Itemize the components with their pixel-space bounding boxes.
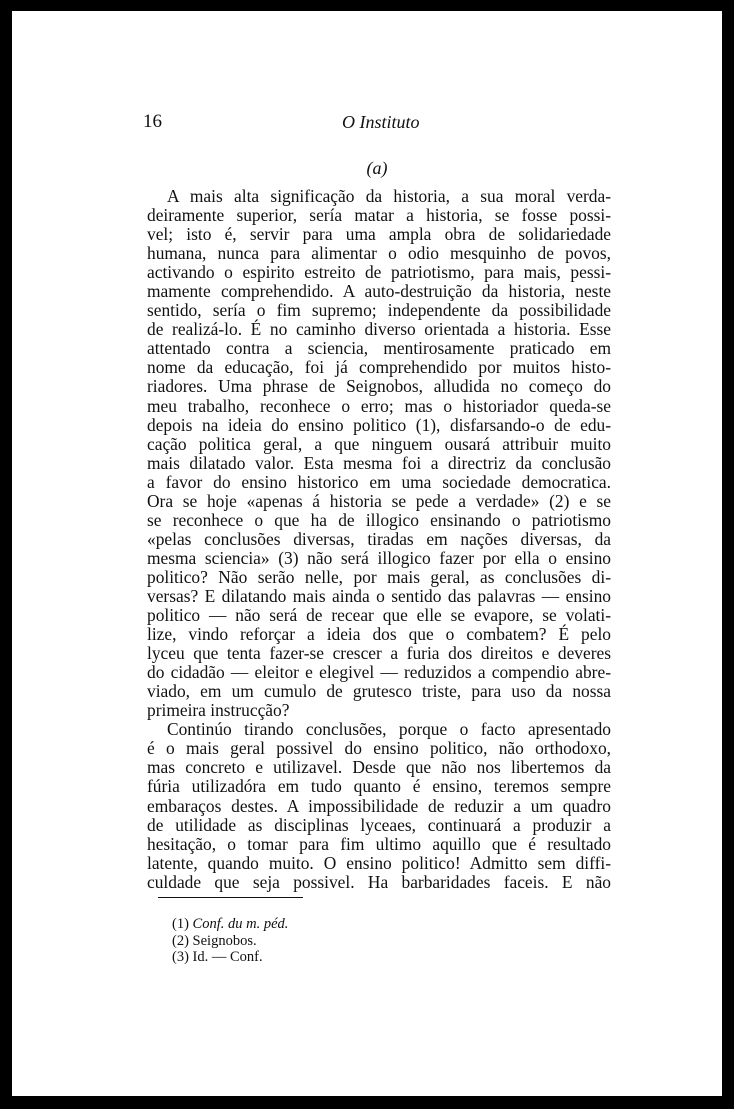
body-text bbox=[147, 187, 611, 892]
text-line: mais dilatado valor. Esta mesma foi a directriz da conclusão bbox=[147, 452, 611, 473]
text-line: a favor do ensino historico em uma sociedade democratica. bbox=[147, 471, 611, 492]
footnote bbox=[172, 916, 288, 933]
footnote-text: Seignobos. bbox=[192, 932, 257, 949]
text-line: versas? E dilatando mais ainda o sentido das palavras — ensino bbox=[147, 585, 611, 606]
footnote-marker: (1) bbox=[172, 916, 189, 932]
text-line: é o mais geral possivel do ensino politico, não orthodoxo, bbox=[147, 738, 611, 759]
text-line: riadores. Uma phrase de Seignobos, alludida no começo do bbox=[147, 376, 611, 397]
text-line: A mais alta significação da historia, a sua moral verda- bbox=[167, 186, 611, 206]
footnote-divider bbox=[158, 897, 303, 898]
footnote-marker: (2) bbox=[172, 932, 189, 949]
text-line: «pelas conclusões diversas, tiradas em nações diversas, da bbox=[147, 528, 611, 549]
text-line: embaraços destes. A impossibilidade de reduzir a um quadro bbox=[147, 795, 611, 816]
text-line: meu trabalho, reconhece o erro; mas o historiador queda-se bbox=[147, 395, 611, 416]
text-line: nome da educação, foi já comprehendido por muitos histo- bbox=[147, 357, 611, 378]
text-line: fúria utilizadóra em tudo quanto é ensino, teremos sempre bbox=[147, 776, 611, 797]
text-line: do cidadão — eleitor e elegivel — reduzidos a compendio abre- bbox=[147, 662, 611, 683]
section-marker: (a) bbox=[366, 158, 388, 178]
footnotes bbox=[172, 916, 288, 966]
text-line: latente, quando muito. O ensino politico! Admitto sem diffi- bbox=[147, 852, 611, 873]
book-page bbox=[12, 11, 722, 1096]
text-line: depois na ideia do ensino politico (1), disfarsando-o de edu- bbox=[147, 414, 611, 435]
text-line: mas concreto e utilizavel. Desde que não nos libertemos da bbox=[147, 757, 611, 778]
footnote bbox=[172, 933, 288, 950]
text-line: politico? Não serão nelle, por mais geral, as conclusões di- bbox=[147, 566, 611, 587]
text-line: deiramente superior, sería matar a historia, se fosse possi- bbox=[147, 205, 611, 226]
page-number: 16 bbox=[143, 111, 162, 132]
text-line: humana, nunca para alimentar o odio mesquinho de povos, bbox=[147, 243, 611, 264]
text-line: sentido, sería o fim supremo; independente da possibilidade bbox=[147, 300, 611, 321]
text-line: lize, vindo reforçar a ideia dos que o combatem? É pelo bbox=[147, 624, 611, 645]
text-line: Continúo tirando conclusões, porque o facto apresentado bbox=[167, 719, 611, 740]
page-header bbox=[12, 111, 722, 135]
text-line: de utilidade as disciplinas lyceaes, continuará a produzir a bbox=[147, 814, 611, 835]
text-line: lyceu que tenta fazer-se crescer a furia dos direitos e deveres bbox=[147, 643, 611, 664]
footnote bbox=[172, 949, 288, 966]
footnote-marker: (3) bbox=[172, 949, 189, 965]
footnote-text: Id. — Conf. bbox=[192, 949, 263, 965]
running-title: O Instituto bbox=[342, 112, 420, 132]
text-line: de realizá-lo. É no caminho diverso orientada a historia. Esse bbox=[147, 319, 611, 340]
footnote-text: Conf. du m. péd. bbox=[192, 916, 289, 932]
text-line: se reconhece o que ha de illogico ensinando o patriotismo bbox=[147, 509, 611, 530]
text-line: Ora se hoje «apenas á historia se pede a verdade» (2) e se bbox=[147, 490, 611, 511]
text-line: culdade que seja possivel. Ha barbaridades faceis. E não bbox=[147, 871, 611, 892]
text-line: mamente comprehendido. A auto-destruição da historia, neste bbox=[147, 281, 611, 302]
text-line: mesma sciencia» (3) não será illogico fazer por ella o ensino bbox=[147, 547, 611, 568]
text-line: politico — não será de recear que elle se evapore, se volati- bbox=[147, 605, 611, 626]
text-line: attentado contra a sciencia, mentirosamente praticado em bbox=[147, 338, 611, 359]
text-line: cação politica geral, a que ninguem ousará attribuir muito bbox=[147, 433, 611, 454]
text-line: primeira instrucção? bbox=[147, 700, 290, 721]
text-line: vel; isto é, servir para uma ampla obra de solidariedade bbox=[147, 224, 611, 245]
text-line: hesitação, o tomar para fim ultimo aquillo que é resultado bbox=[147, 833, 611, 854]
text-line: viado, em um cumulo de grutesco triste, para uso da nossa bbox=[147, 681, 611, 702]
text-line: activando o espirito estreito de patriotismo, para mais, pessi- bbox=[147, 262, 611, 283]
